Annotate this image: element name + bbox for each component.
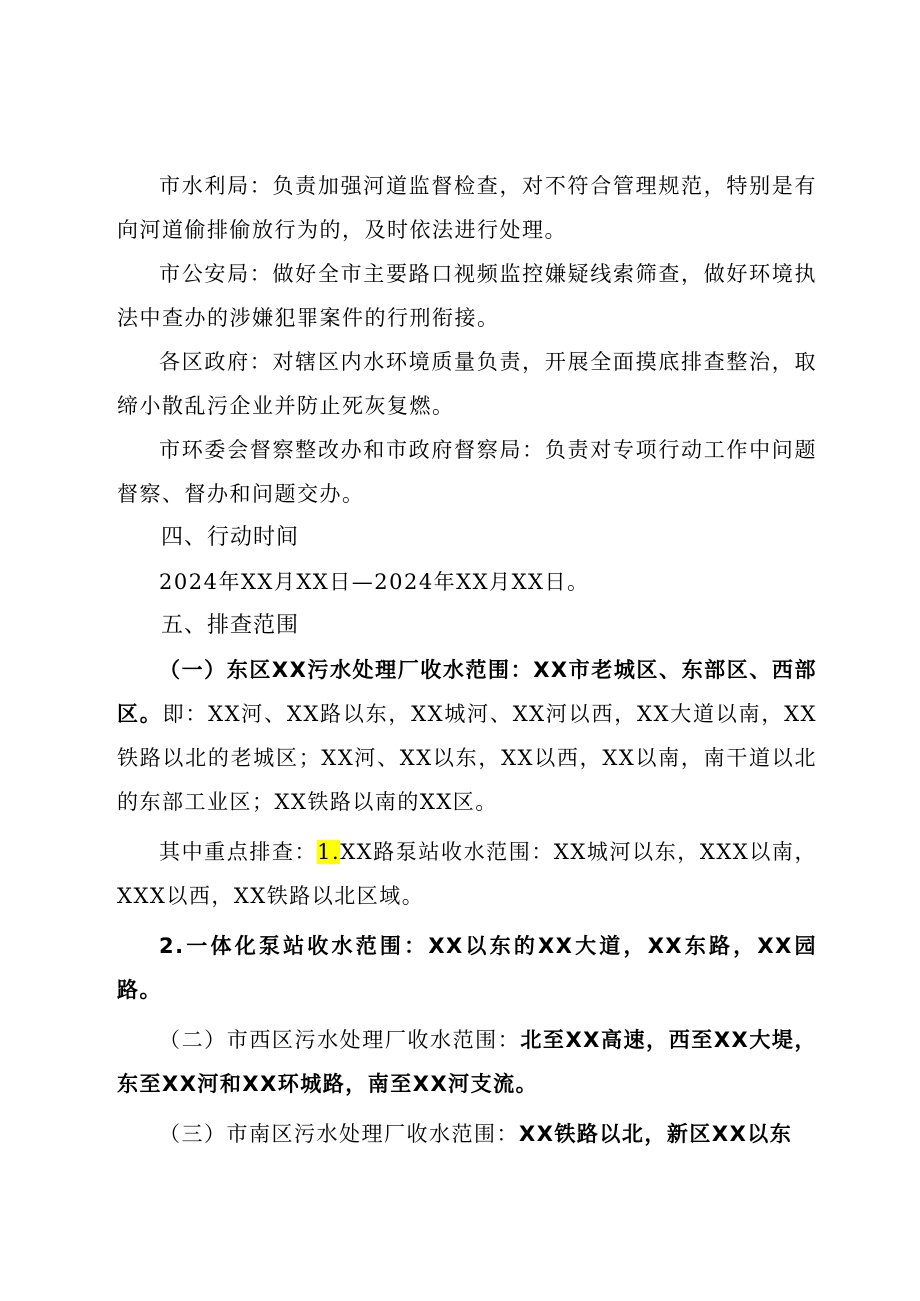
paragraph-district-government: 各区政府：对辖区内水环境质量负责，开展全面摸底排查整治，取缔小散乱污企业并防止死灰复燃。 (117, 350, 817, 418)
scope-item-south-title: （三）市南区污水处理厂收水范围： (159, 1122, 519, 1146)
paragraph-police-bureau: 市公安局：做好全市主要路口视频监控嫌疑线索筛查，做好环境执法中查办的涉嫌犯罪案件的行刑衔接。 (117, 262, 817, 330)
paragraph-water-bureau: 市水利局：负责加强河道监督检查，对不符合管理规范，特别是有向河道偷排偷放行为的，及时依法进行处理。 (117, 174, 817, 242)
scope-focus-prefix: 其中重点排查： (159, 840, 318, 864)
scope-item-east-title: （一）东区XX污水处理厂收水范围：XX市老城区、东部区、西部区。 (117, 658, 817, 726)
action-time-text: 2024年XX月XX日—2024年XX月XX日。 (159, 570, 590, 594)
scope-focus-text: XX路泵站收水范围：XX城河以东，XXX以南，XXX以西，XX铁路以北区域。 (117, 840, 818, 908)
scope-item-east-district (117, 648, 817, 824)
section-heading-action-time: 四、行动时间 (161, 525, 300, 550)
scope-item-south-district (117, 1112, 817, 1156)
scope-item-west-district (117, 1018, 817, 1106)
scope-item-west-text: 北至XX高速，西至XX大堤，东至XX河和XX环城路，南至XX河支流。 (117, 1028, 818, 1096)
highlight-mark: 1. (317, 840, 341, 864)
paragraph-supervision-office: 市环委会督察整改办和市政府督察局：负责对专项行动工作中问题督察、督办和问题交办。 (117, 438, 817, 506)
scope-item-integrated-pump: 2.一体化泵站收水范围：XX以东的XX大道，XX东路，XX园路。 (117, 934, 817, 1002)
scope-item-south-text: XX铁路以北，新区XX以东 (519, 1122, 793, 1146)
section-heading-scope: 五、排查范围 (161, 613, 300, 638)
scope-item-east-text: 即：XX河、XX路以东，XX城河、XX河以西，XX大道以南，XX铁路以北的老城区；XX河、XX以东，XX以西，XX以南，南干道以北的东部工业区；XX铁路以南的XX区。 (117, 702, 817, 814)
document-body (117, 164, 817, 1156)
scope-focus-item (117, 830, 817, 918)
scope-item-west-title: （二）市西区污水处理厂收水范围： (159, 1028, 521, 1052)
